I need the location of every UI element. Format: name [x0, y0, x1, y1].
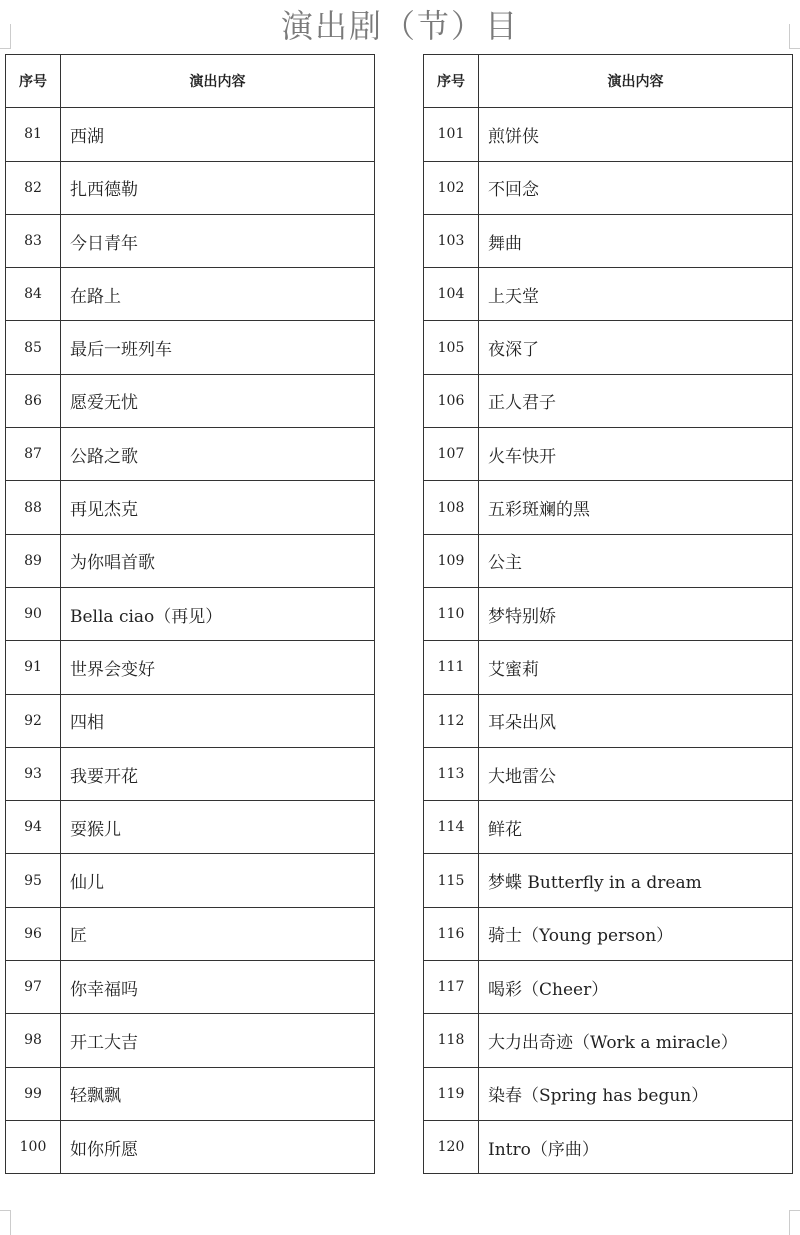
- row-number: 82: [6, 161, 61, 214]
- row-number: 88: [6, 481, 61, 534]
- row-number: 116: [424, 907, 479, 960]
- table-row: [424, 961, 793, 1014]
- row-program-name: Bella ciao（再见）: [61, 587, 375, 640]
- row-number: 81: [6, 108, 61, 161]
- table-row: [424, 268, 793, 321]
- table-row: [6, 1120, 375, 1173]
- row-number: 120: [424, 1120, 479, 1173]
- table-row: [424, 374, 793, 427]
- row-number: 85: [6, 321, 61, 374]
- row-program-name: 如你所愿: [61, 1120, 375, 1173]
- row-number: 99: [6, 1067, 61, 1120]
- table-row: [6, 641, 375, 694]
- table-row: [6, 108, 375, 161]
- row-program-name: 耍猴儿: [61, 801, 375, 854]
- page-corner-mark: [789, 1210, 800, 1235]
- row-number: 107: [424, 428, 479, 481]
- row-program-name: 我要开花: [61, 747, 375, 800]
- row-program-name: 梦特别娇: [479, 587, 793, 640]
- table-row: [424, 428, 793, 481]
- table-row: [424, 747, 793, 800]
- row-program-name: 再见杰克: [61, 481, 375, 534]
- row-program-name: 大力出奇迹（Work a miracle）: [479, 1014, 793, 1067]
- row-program-name: 喝彩（Cheer）: [479, 961, 793, 1014]
- row-number: 91: [6, 641, 61, 694]
- table-row: [6, 587, 375, 640]
- row-number: 112: [424, 694, 479, 747]
- row-number: 101: [424, 108, 479, 161]
- row-number: 109: [424, 534, 479, 587]
- row-program-name: 夜深了: [479, 321, 793, 374]
- table-row: [6, 961, 375, 1014]
- row-number: 89: [6, 534, 61, 587]
- row-number: 103: [424, 214, 479, 267]
- row-program-name: 上天堂: [479, 268, 793, 321]
- row-number: 114: [424, 801, 479, 854]
- row-number: 117: [424, 961, 479, 1014]
- row-program-name: 正人君子: [479, 374, 793, 427]
- table-row: [6, 481, 375, 534]
- row-program-name: 今日青年: [61, 214, 375, 267]
- row-program-name: 公主: [479, 534, 793, 587]
- row-number: 92: [6, 694, 61, 747]
- row-number: 95: [6, 854, 61, 907]
- row-program-name: 为你唱首歌: [61, 534, 375, 587]
- row-program-name: 四相: [61, 694, 375, 747]
- header-number: 序号: [424, 55, 479, 108]
- row-program-name: 匠: [61, 907, 375, 960]
- row-program-name: 世界会变好: [61, 641, 375, 694]
- row-number: 108: [424, 481, 479, 534]
- table-row: [6, 854, 375, 907]
- table-row: [6, 801, 375, 854]
- page-corner-mark: [0, 1210, 11, 1235]
- row-program-name: 扎西德勒: [61, 161, 375, 214]
- table-row: [424, 587, 793, 640]
- row-program-name: 西湖: [61, 108, 375, 161]
- program-table-right: [423, 54, 793, 1174]
- row-number: 97: [6, 961, 61, 1014]
- header-content: 演出内容: [61, 55, 375, 108]
- row-program-name: 舞曲: [479, 214, 793, 267]
- row-number: 105: [424, 321, 479, 374]
- row-program-name: 在路上: [61, 268, 375, 321]
- row-program-name: 五彩斑斓的黑: [479, 481, 793, 534]
- row-program-name: 大地雷公: [479, 747, 793, 800]
- row-number: 115: [424, 854, 479, 907]
- row-program-name: Intro（序曲）: [479, 1120, 793, 1173]
- table-row: [6, 534, 375, 587]
- table-row: [6, 747, 375, 800]
- table-row: [424, 801, 793, 854]
- row-number: 98: [6, 1014, 61, 1067]
- table-row: [6, 214, 375, 267]
- row-program-name: 开工大吉: [61, 1014, 375, 1067]
- table-row: [6, 321, 375, 374]
- row-program-name: 不回念: [479, 161, 793, 214]
- row-program-name: 煎饼侠: [479, 108, 793, 161]
- table-row: [6, 161, 375, 214]
- row-number: 102: [424, 161, 479, 214]
- row-number: 113: [424, 747, 479, 800]
- table-row: [424, 161, 793, 214]
- row-number: 86: [6, 374, 61, 427]
- row-number: 119: [424, 1067, 479, 1120]
- table-row: [424, 907, 793, 960]
- table-row: [424, 214, 793, 267]
- row-number: 106: [424, 374, 479, 427]
- row-program-name: 最后一班列车: [61, 321, 375, 374]
- header-number: 序号: [6, 55, 61, 108]
- table-row: [6, 1067, 375, 1120]
- row-program-name: 公路之歌: [61, 428, 375, 481]
- row-number: 93: [6, 747, 61, 800]
- table-row: [6, 374, 375, 427]
- row-program-name: 骑士（Young person）: [479, 907, 793, 960]
- table-header-row: [6, 55, 375, 108]
- page-title: 演出剧（节）目: [280, 7, 519, 45]
- table-row: [424, 108, 793, 161]
- row-program-name: 染春（Spring has begun）: [479, 1067, 793, 1120]
- table-row: [424, 321, 793, 374]
- row-program-name: 火车快开: [479, 428, 793, 481]
- table-row: [424, 694, 793, 747]
- table-row: [424, 534, 793, 587]
- table-header-row: [424, 55, 793, 108]
- table-row: [424, 1120, 793, 1173]
- row-number: 84: [6, 268, 61, 321]
- row-number: 111: [424, 641, 479, 694]
- row-program-name: 耳朵出风: [479, 694, 793, 747]
- row-program-name: 轻飘飘: [61, 1067, 375, 1120]
- row-number: 94: [6, 801, 61, 854]
- row-number: 118: [424, 1014, 479, 1067]
- table-row: [424, 481, 793, 534]
- table-row: [6, 694, 375, 747]
- row-program-name: 你幸福吗: [61, 961, 375, 1014]
- row-number: 87: [6, 428, 61, 481]
- row-program-name: 愿爱无忧: [61, 374, 375, 427]
- row-program-name: 艾蜜莉: [479, 641, 793, 694]
- table-row: [424, 641, 793, 694]
- row-number: 104: [424, 268, 479, 321]
- row-program-name: 梦蝶 Butterfly in a dream: [479, 854, 793, 907]
- table-row: [6, 428, 375, 481]
- row-number: 100: [6, 1120, 61, 1173]
- program-table-left: [5, 54, 375, 1174]
- table-row: [6, 268, 375, 321]
- row-number: 90: [6, 587, 61, 640]
- row-program-name: 鲜花: [479, 801, 793, 854]
- table-row: [424, 854, 793, 907]
- table-row: [424, 1014, 793, 1067]
- row-number: 83: [6, 214, 61, 267]
- header-content: 演出内容: [479, 55, 793, 108]
- table-row: [424, 1067, 793, 1120]
- row-number: 110: [424, 587, 479, 640]
- table-row: [6, 1014, 375, 1067]
- row-number: 96: [6, 907, 61, 960]
- table-row: [6, 907, 375, 960]
- row-program-name: 仙儿: [61, 854, 375, 907]
